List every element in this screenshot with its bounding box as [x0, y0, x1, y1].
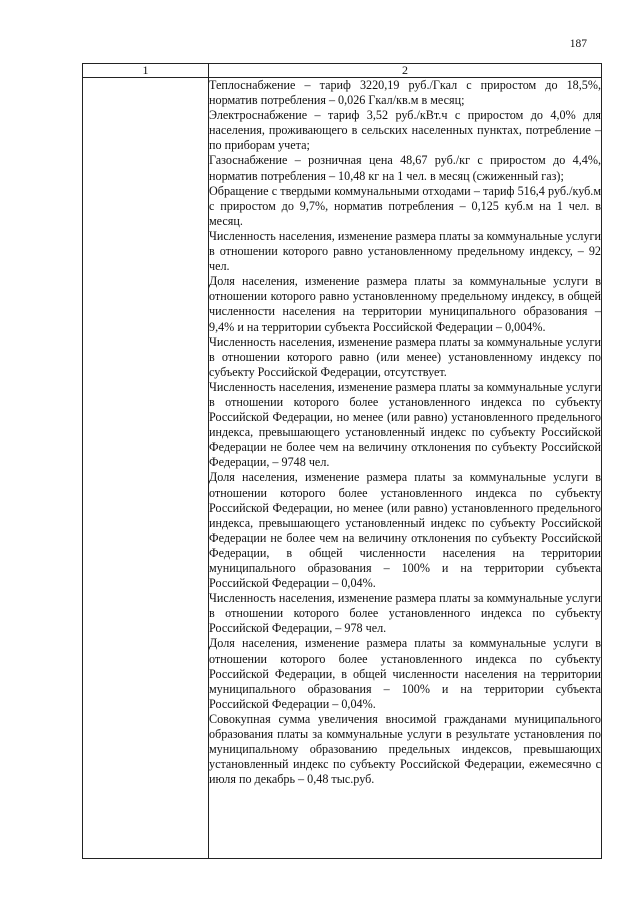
column-header-1: 1: [83, 64, 209, 78]
paragraph-share-over-index: Доля населения, изменение размера платы за коммунальные услуги в отношении которого более установленного индекса по субъекту Российской Федерации, в общей численности населения на территории муниципального образования – 100% и на территории субъекта Российской Федерации – 0,04%.: [209, 636, 601, 711]
table-header-row: [83, 64, 602, 78]
paragraph-electricity: Электроснабжение – тариф 3,52 руб./кВт.ч с приростом до 4,0% для населения, проживающего в сельских населенных пунктах, потребление – по приборам учета;: [209, 108, 601, 153]
paragraph-share-equal-limit: Доля населения, изменение размера платы за коммунальные услуги в отношении которого равно установленному предельному индексу, в общей численности населения на территории муниципального образования – 9,4% и на территории субъекта Российской Федерации – 0,004%.: [209, 274, 601, 334]
page-number: 187: [569, 38, 587, 50]
paragraph-heat-supply: Теплоснабжение – тариф 3220,19 руб./Гкал с приростом до 18,5%, норматив потребления – 0,026 Гкал/кв.м в месяц;: [209, 78, 601, 108]
paragraph-gas: Газоснабжение – розничная цена 48,67 руб./кг с приростом до 4,4%, норматив потребления – 10,48 кг на 1 чел. в месяц (сжиженный газ);: [209, 153, 601, 183]
column-header-2: 2: [209, 64, 602, 78]
table-cell-text: [209, 78, 602, 859]
paragraph-share-above-index: Доля населения, изменение размера платы за коммунальные услуги в отношении которого более установленного индекса по субъекту Российской Федерации, но менее (или равно) установленного предельного индекса, превышающего установленный индекс по субъекту Российской Федерации не более чем на величину отклонения по субъекту Российской Федерации, в общей численности населения на территории муниципального образования – 100% и на территории субъекта Российской Федерации – 0,04%.: [209, 470, 601, 591]
paragraph-total-increase: Совокупная сумма увеличения вносимой гражданами муниципального образования платы за коммунальные услуги в результате установления по муниципальному образованию предельных индексов, превышающих установленный индекс по субъекту Российской Федерации, ежемесячно с июля по декабрь – 0,48 тыс.руб.: [209, 711, 601, 787]
paragraph-waste: Обращение с твердыми коммунальными отходами – тариф 516,4 руб./куб.м с приростом до 9,7%, норматив потребления – 0,125 куб.м на 1 чел. в месяц.: [209, 183, 601, 228]
paragraph-population-above-index: Численность населения, изменение размера платы за коммунальные услуги в отношении которого более установленного индекса по субъекту Российской Федерации, но менее (или равно) установленного предельного индекса, превышающего установленный индекс по субъекту Российской Федерации не более чем на величину отклонения по субъекту Российской Федерации, – 9748 чел.: [209, 379, 601, 470]
table-cell-empty: [83, 78, 209, 859]
paragraph-population-below-index: Численность населения, изменение размера платы за коммунальные услуги в отношении которого равно (или менее) установленному индексу по субъекту Российской Федерации, отсутствует.: [209, 334, 601, 379]
paragraph-population-equal-limit: Численность населения, изменение размера платы за коммунальные услуги в отношении которого равно установленному предельному индексу, – 92 чел.: [209, 228, 601, 274]
document-table: [82, 63, 602, 859]
paragraph-population-over-index: Численность населения, изменение размера платы за коммунальные услуги в отношении которого более установленного индекса по субъекту Российской Федерации, – 978 чел.: [209, 591, 601, 636]
table-row: [83, 78, 602, 859]
